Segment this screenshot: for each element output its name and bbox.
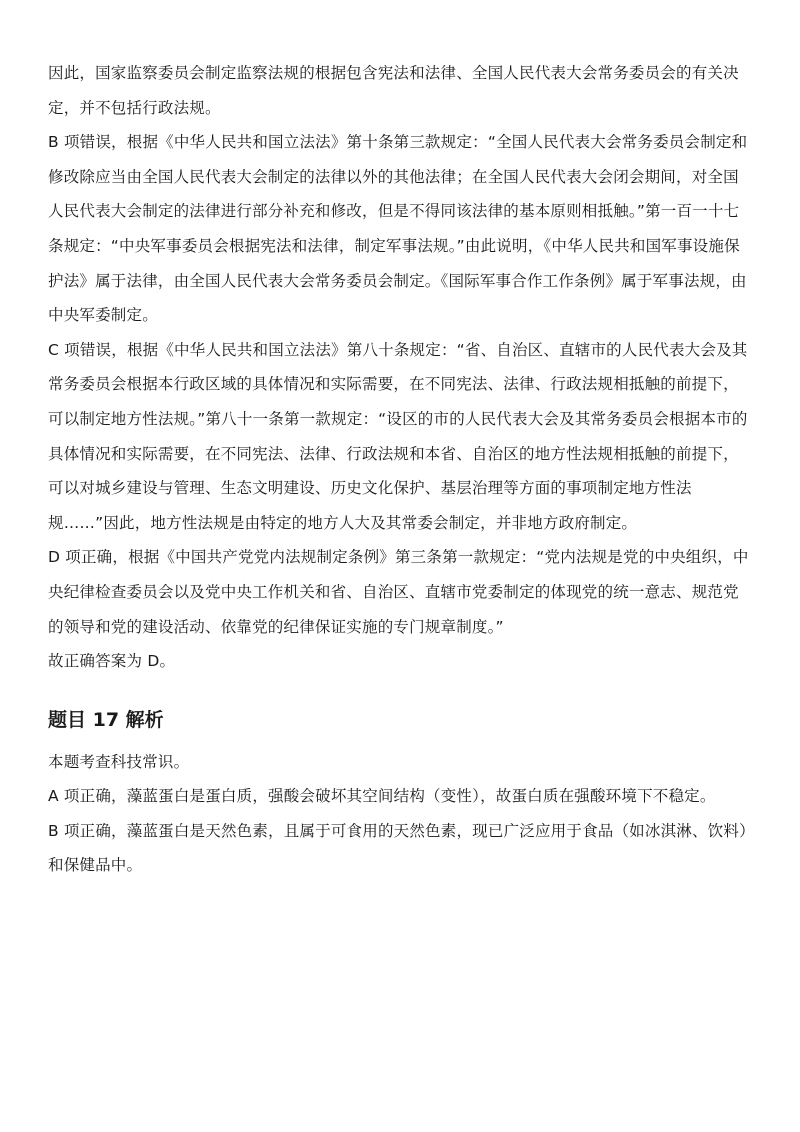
paragraph-conclusion-a: 因此，国家监察委员会制定监察法规的根据包含宪法和法律、全国人民代表大会常务委员会的有关决定，并不包括行政法规。 [48, 64, 739, 117]
paragraph-option-b: B 项错误，根据《中华人民共和国立法法》第十条第三款规定：“全国人民代表大会常务委员会制定和修改除应当由全国人民代表大会制定的法律以外的其他法律；在全国人民代表大会闭会期间，对全国人民代表大会制定的法律进行部分补充和修改，但是不得同该法律的基本原则相抵触。”第一百一十七条规定：“中央军事委员会根据宪法和法律，制定军事法规。”由此说明，《中华人民共和国军事设施保护法》属于法律，由全国人民代表大会常务委员会制定。《国际军事合作工作条例》属于军事法规，由中央军委制定。 [48, 133, 748, 325]
paragraph-answer: 故正确答案为 D。 [48, 652, 176, 671]
section-heading-question-17: 题目 17 解析 [48, 708, 164, 731]
paragraph-option-a-q17: A 项正确，藻蓝蛋白是蛋白质，强酸会破坏其空间结构（变性），故蛋白质在强酸环境下不稳定。 [48, 787, 716, 806]
paragraph-option-b-q17: B 项正确，藻蓝蛋白是天然色素，且属于可食用的天然色素，现已广泛应用于食品（如冰淇淋、饮料）和保健品中。 [48, 821, 748, 875]
paragraph-option-d: D 项正确，根据《中国共产党党内法规制定条例》第三条第一款规定：“党内法规是党的中央组织，中央纪律检查委员会以及党中央工作机关和省、自治区、直辖市党委制定的体现党的统一意志、规范党的领导和党的建设活动、依靠党的纪律保证实施的专门规章制度。” [48, 548, 749, 636]
paragraph-topic: 本题考查科技常识。 [48, 752, 190, 771]
paragraph-option-c: C 项错误，根据《中华人民共和国立法法》第八十条规定：“省、自治区、直辖市的人民代表大会及其常务委员会根据本行政区域的具体情况和实际需要，在不同宪法、法律、行政法规相抵触的前提下，可以制定地方性法规。”第八十一条第一款规定：“设区的市的人民代表大会及其常务委员会根据本市的具体情况和实际需要，在不同宪法、法律、行政法规和本省、自治区的地方性法规相抵触的前提下，可以对城乡建设与管理、生态文明建设、历史文化保护、基层治理等方面的事项制定地方性法规……”因此，地方性法规是由特定的地方人大及其常委会制定，并非地方政府制定。 [48, 340, 748, 532]
